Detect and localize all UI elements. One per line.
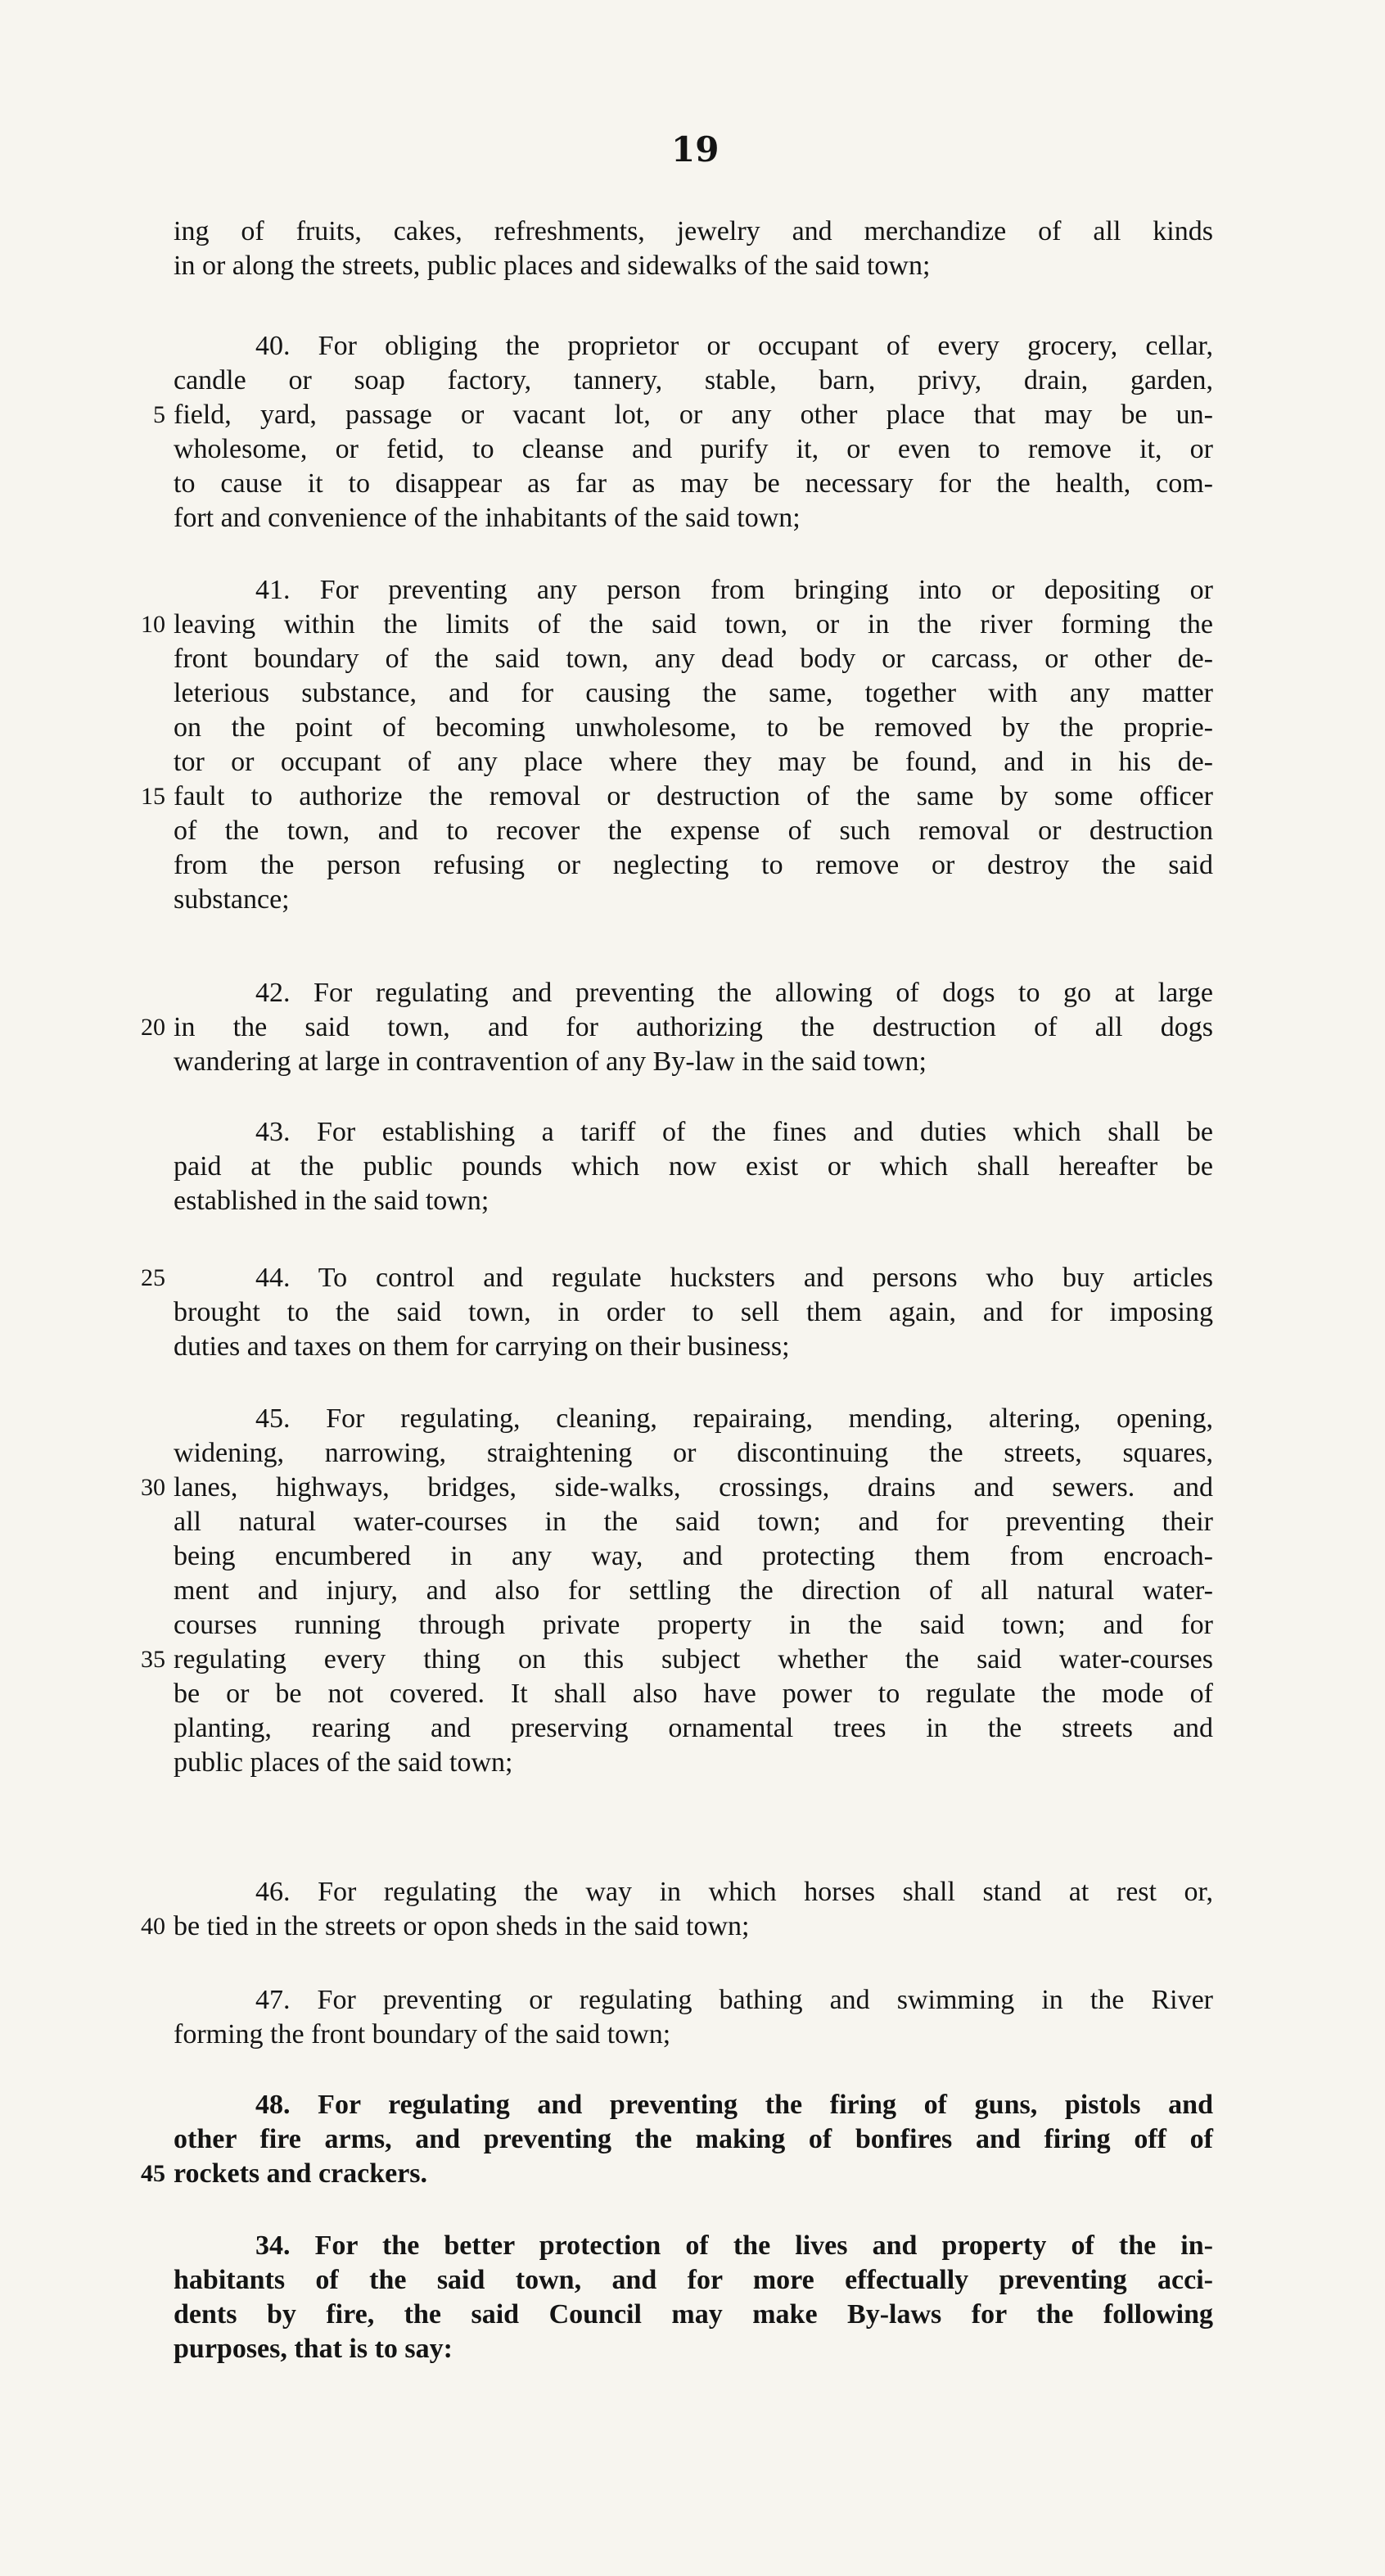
text-line bbox=[174, 1115, 1213, 1150]
text-line bbox=[141, 780, 1213, 814]
text-line bbox=[174, 1045, 1213, 1079]
line-text: wandering at large in contravention of any By-law in the said town; bbox=[174, 1046, 927, 1077]
text-line bbox=[174, 676, 1213, 711]
line-text: 46. For regulating the way in which horses shall stand at rest or, bbox=[255, 1877, 1213, 1907]
line-text: in the said town, and for authorizing the destruction of all dogs bbox=[174, 1012, 1213, 1042]
line-text: established in the said town; bbox=[174, 1186, 489, 1216]
text-line bbox=[174, 2018, 1213, 2052]
text-line bbox=[174, 1677, 1213, 1711]
text-line bbox=[174, 1184, 1213, 1218]
paragraph-48 bbox=[141, 2088, 1213, 2191]
line-text: other fire arms, and preventing the making of bonfires and firing off of bbox=[174, 2124, 1213, 2154]
text-line bbox=[174, 432, 1213, 467]
line-text: planting, rearing and preserving ornamental trees in the streets and bbox=[174, 1713, 1213, 1743]
line-text: purposes, that is to say: bbox=[174, 2334, 453, 2364]
line-text: 45. For regulating, cleaning, repairaing, mending, altering, opening, bbox=[255, 1403, 1213, 1434]
line-text: widening, narrowing, straightening or discontinuing the streets, squares, bbox=[174, 1438, 1213, 1468]
text-line bbox=[174, 249, 1213, 283]
line-text: 43. For establishing a tariff of the fines and duties which shall be bbox=[255, 1117, 1213, 1147]
line-text: 34. For the better protection of the lives and property of the in- bbox=[255, 2230, 1213, 2261]
line-text: substance; bbox=[174, 884, 290, 915]
text-line bbox=[141, 1909, 1213, 1944]
text-line bbox=[174, 1150, 1213, 1184]
line-text: 42. For regulating and preventing the allowing of dogs to go at large bbox=[255, 978, 1213, 1008]
paragraph-34 bbox=[174, 2229, 1213, 2366]
text-line bbox=[174, 329, 1213, 364]
line-text: leaving within the limits of the said town, or in the river forming the bbox=[174, 609, 1213, 639]
line-text: paid at the public pounds which now exist or which shall hereafter be bbox=[174, 1151, 1213, 1182]
text-line bbox=[174, 1746, 1213, 1780]
paragraph-41 bbox=[141, 573, 1213, 917]
text-line bbox=[153, 398, 1213, 432]
paragraph-47 bbox=[174, 1983, 1213, 2052]
text-line bbox=[174, 976, 1213, 1010]
line-text: leterious substance, and for causing the same, together with any matter bbox=[174, 678, 1213, 708]
text-line bbox=[174, 711, 1213, 745]
text-line bbox=[174, 215, 1213, 249]
line-text: 48. For regulating and preventing the firing of guns, pistols and bbox=[255, 2090, 1213, 2120]
text-line bbox=[141, 1643, 1213, 1677]
line-text: candle or soap factory, tannery, stable, barn, privy, drain, garden, bbox=[174, 365, 1213, 395]
text-line bbox=[174, 501, 1213, 536]
line-number: 5 bbox=[153, 401, 165, 428]
line-text: front boundary of the said town, any dead body or carcass, or other de- bbox=[174, 644, 1213, 674]
line-text: duties and taxes on them for carrying on their business; bbox=[174, 1331, 790, 1362]
line-text: ment and injury, and also for settling the direction of all natural water- bbox=[174, 1575, 1213, 1606]
text-line bbox=[141, 1010, 1213, 1045]
text-line bbox=[174, 1436, 1213, 1471]
line-text: to cause it to disappear as far as may be necessary for the health, com- bbox=[174, 468, 1213, 499]
text-line bbox=[174, 1875, 1213, 1909]
line-text: regulating every thing on this subject whether the said water-courses bbox=[174, 1644, 1213, 1674]
line-text: being encumbered in any way, and protecting them from encroach- bbox=[174, 1541, 1213, 1571]
text-line bbox=[174, 883, 1213, 917]
line-text: 47. For preventing or regulating bathing and swimming in the River bbox=[255, 1985, 1213, 2015]
line-text: forming the front boundary of the said town; bbox=[174, 2019, 671, 2050]
line-text: fort and convenience of the inhabitants of the said town; bbox=[174, 503, 801, 533]
text-line bbox=[174, 2298, 1213, 2332]
line-text: dents by fire, the said Council may make By-laws for the following bbox=[174, 2299, 1213, 2330]
paragraph-46 bbox=[141, 1875, 1213, 1944]
line-text: ing of fruits, cakes, refreshments, jewelry and merchandize of all kinds bbox=[174, 216, 1213, 246]
text-line bbox=[174, 1983, 1213, 2018]
paragraph-40 bbox=[153, 329, 1213, 536]
line-text: from the person refusing or neglecting to remove or destroy the said bbox=[174, 850, 1213, 880]
line-text: in or along the streets, public places and sidewalks of the said town; bbox=[174, 251, 931, 281]
line-text: habitants of the said town, and for more effectually preventing acci- bbox=[174, 2265, 1213, 2295]
line-text: tor or occupant of any place where they may be found, and in his de- bbox=[174, 747, 1213, 777]
text-line bbox=[174, 1608, 1213, 1643]
line-number: 30 bbox=[141, 1474, 165, 1501]
line-text: wholesome, or fetid, to cleanse and purify it, or even to remove it, or bbox=[174, 434, 1213, 464]
text-line bbox=[174, 745, 1213, 780]
paragraph-continuation bbox=[174, 215, 1213, 283]
text-line bbox=[174, 364, 1213, 398]
text-line bbox=[174, 1505, 1213, 1539]
text-line bbox=[174, 467, 1213, 501]
line-number: 20 bbox=[141, 1014, 165, 1041]
line-text: on the point of becoming unwholesome, to be removed by the proprie- bbox=[174, 712, 1213, 743]
text-line bbox=[174, 1574, 1213, 1608]
text-line bbox=[174, 573, 1213, 608]
line-text: be or be not covered. It shall also have power to regulate the mode of bbox=[174, 1679, 1213, 1709]
text-line bbox=[174, 1539, 1213, 1574]
line-number: 10 bbox=[141, 611, 165, 638]
text-line bbox=[174, 1295, 1213, 1330]
text-line bbox=[174, 2332, 1213, 2366]
line-text: all natural water-courses in the said town; and for preventing their bbox=[174, 1507, 1213, 1537]
line-text: lanes, highways, bridges, side-walks, crossings, drains and sewers. and bbox=[174, 1472, 1213, 1503]
line-number: 15 bbox=[141, 783, 165, 810]
text-line bbox=[174, 1711, 1213, 1746]
text-line bbox=[174, 1402, 1213, 1436]
line-number: 45 bbox=[141, 2160, 165, 2187]
text-line bbox=[141, 608, 1213, 642]
line-number: 35 bbox=[141, 1646, 165, 1673]
text-line bbox=[174, 2229, 1213, 2263]
line-text: field, yard, passage or vacant lot, or any other place that may be un- bbox=[174, 400, 1213, 430]
line-text: public places of the said town; bbox=[174, 1747, 513, 1778]
line-text: 44. To control and regulate hucksters and persons who buy articles bbox=[255, 1263, 1213, 1293]
text-line bbox=[141, 1261, 1213, 1295]
text-line bbox=[174, 2088, 1213, 2122]
text-line bbox=[174, 2263, 1213, 2298]
line-text: be tied in the streets or opon sheds in the said town; bbox=[174, 1911, 750, 1941]
line-text: 40. For obliging the proprietor or occupant of every grocery, cellar, bbox=[255, 331, 1213, 361]
line-text: fault to authorize the removal or destruction of the same by some officer bbox=[174, 781, 1213, 811]
paragraph-45 bbox=[141, 1402, 1213, 1780]
text-line bbox=[174, 848, 1213, 883]
line-text: 41. For preventing any person from bringing into or depositing or bbox=[255, 575, 1213, 605]
line-number: 40 bbox=[141, 1913, 165, 1940]
text-line bbox=[141, 1471, 1213, 1505]
line-text: courses running through private property in the said town; and for bbox=[174, 1610, 1213, 1640]
paragraph-42 bbox=[141, 976, 1213, 1079]
text-line bbox=[174, 1330, 1213, 1364]
paragraph-43 bbox=[174, 1115, 1213, 1218]
line-text: brought to the said town, in order to sell them again, and for imposing bbox=[174, 1297, 1213, 1327]
line-text: of the town, and to recover the expense of such removal or destruction bbox=[174, 816, 1213, 846]
text-line bbox=[174, 814, 1213, 848]
page-number: 19 bbox=[671, 129, 720, 169]
line-text: rockets and crackers. bbox=[174, 2158, 428, 2189]
text-line bbox=[141, 2157, 1213, 2191]
text-line bbox=[174, 2122, 1213, 2157]
paragraph-44 bbox=[141, 1261, 1213, 1364]
line-number: 25 bbox=[141, 1264, 165, 1291]
text-line bbox=[174, 642, 1213, 676]
